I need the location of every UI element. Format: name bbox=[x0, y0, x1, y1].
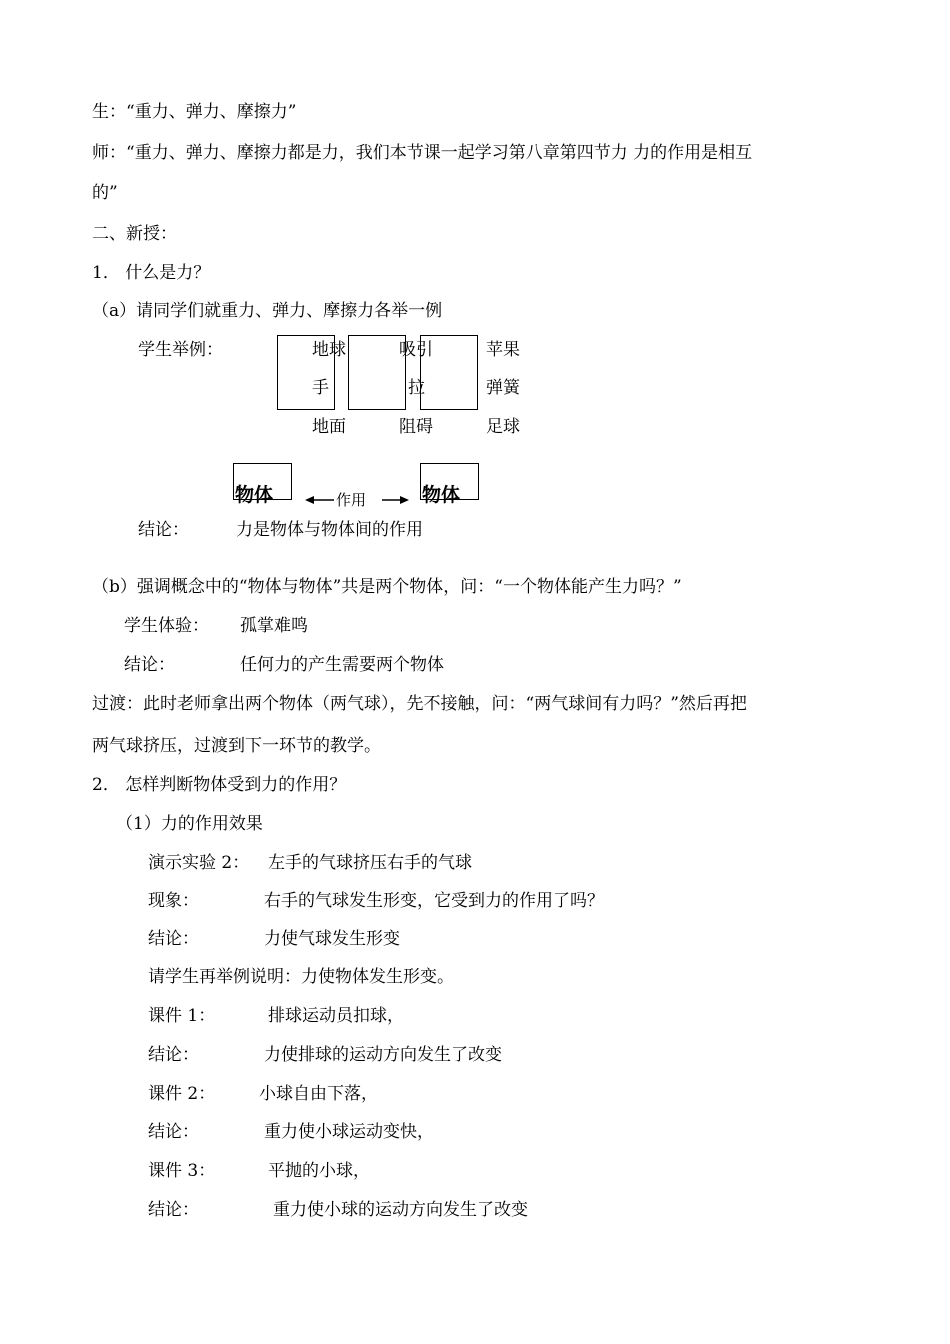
student-examples-deformation: 请学生再举例说明：力使物体发生形变。 bbox=[148, 967, 454, 987]
example-3-object-b: 足球 bbox=[486, 417, 520, 437]
diagram-action-label: 作用 bbox=[336, 491, 367, 509]
conclusion-4-label: 结论： bbox=[148, 1200, 199, 1220]
diagram-object-left: 物体 bbox=[235, 484, 274, 506]
item-a: （a）请同学们就重力、弹力、摩擦力各举一例 bbox=[92, 301, 443, 321]
item-b: （b）强调概念中的“物体与物体”共是两个物体，问：“一个物体能产生力吗？” bbox=[92, 577, 682, 597]
example-1-force: 吸引 bbox=[399, 340, 433, 360]
example-2-object-b: 弹簧 bbox=[486, 378, 520, 398]
courseware-1-label: 课件 1： bbox=[148, 1006, 216, 1026]
student-experience-label: 学生体验： bbox=[124, 616, 209, 636]
conclusion-b-text: 任何力的产生需要两个物体 bbox=[240, 655, 444, 675]
conclusion-3-text: 重力使小球运动变快， bbox=[264, 1122, 434, 1142]
conclusion-1-text: 力使气球发生形变 bbox=[264, 929, 400, 949]
courseware-1-text: 排球运动员扣球， bbox=[268, 1006, 404, 1026]
diagram-object-right: 物体 bbox=[422, 484, 461, 506]
demo-label: 演示实验 2： bbox=[148, 853, 250, 873]
conclusion-4-text: 重力使小球的运动方向发生了改变 bbox=[273, 1200, 528, 1220]
conclusion-a-label: 结论： bbox=[138, 520, 189, 540]
courseware-2-text: 小球自由下落， bbox=[259, 1084, 378, 1104]
phenomenon-label: 现象： bbox=[148, 891, 199, 911]
conclusion-1-label: 结论： bbox=[148, 929, 199, 949]
conclusion-2-label: 结论： bbox=[148, 1045, 199, 1065]
conclusion-3-label: 结论： bbox=[148, 1122, 199, 1142]
courseware-3-text: 平抛的小球， bbox=[268, 1161, 370, 1181]
student-examples-label: 学生举例： bbox=[138, 340, 223, 360]
example-2-force: 拉 bbox=[408, 378, 425, 398]
demo-text: 左手的气球挤压右手的气球 bbox=[268, 853, 472, 873]
example-3-object-a: 地面 bbox=[312, 417, 346, 437]
example-1-object-a: 地球 bbox=[312, 340, 346, 360]
section-new-lesson: 二、新授： bbox=[92, 224, 177, 244]
subsection-effects: （1）力的作用效果 bbox=[116, 814, 263, 834]
example-3-force: 阻碍 bbox=[399, 417, 433, 437]
courseware-2-label: 课件 2： bbox=[148, 1084, 216, 1104]
example-box-middle bbox=[348, 335, 406, 410]
conclusion-b-label: 结论： bbox=[124, 655, 175, 675]
question-judge-force: 2． 怎样判断物体受到力的作用？ bbox=[92, 775, 347, 795]
conclusion-a-text: 力是物体与物体间的作用 bbox=[236, 520, 423, 540]
student-experience-text: 孤掌难鸣 bbox=[240, 616, 308, 636]
transition-line-2: 两气球挤压，过渡到下一环节的教学。 bbox=[92, 736, 381, 756]
phenomenon-text: 右手的气球发生形变，它受到力的作用了吗？ bbox=[264, 891, 604, 911]
example-2-object-a: 手 bbox=[312, 378, 329, 398]
student-answer: 生：“重力、弹力、摩擦力” bbox=[92, 102, 297, 122]
conclusion-2-text: 力使排球的运动方向发生了改变 bbox=[264, 1045, 502, 1065]
question-what-is-force: 1． 什么是力？ bbox=[92, 263, 211, 283]
teacher-line-1: 师：“重力、弹力、摩擦力都是力，我们本节课一起学习第八章第四节力 力的作用是相互 bbox=[92, 143, 753, 163]
teacher-line-2: 的” bbox=[92, 183, 118, 203]
transition-line-1: 过渡：此时老师拿出两个物体（两气球），先不接触，问：“两气球间有力吗？”然后再把 bbox=[92, 694, 747, 714]
courseware-3-label: 课件 3： bbox=[148, 1161, 216, 1181]
example-1-object-b: 苹果 bbox=[486, 340, 520, 360]
